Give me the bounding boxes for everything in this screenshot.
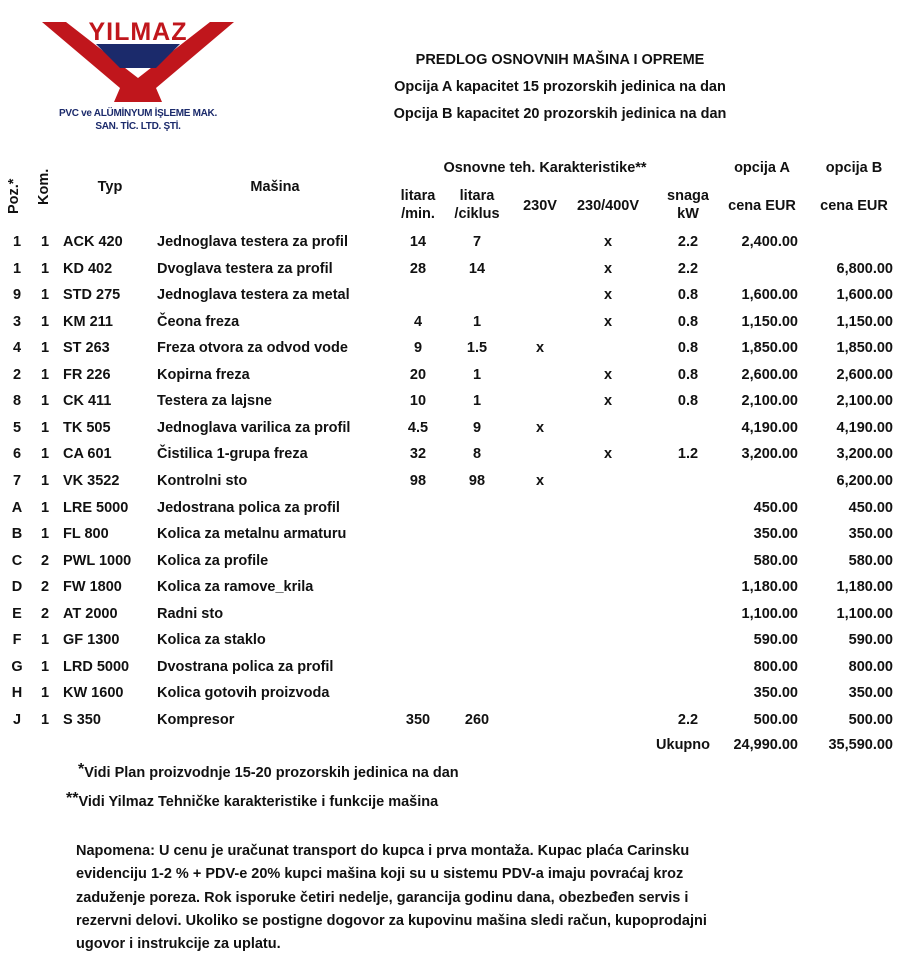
header-cena-a: cena EUR xyxy=(728,198,796,214)
cell-poz: E xyxy=(12,605,22,622)
cell-typ: ACK 420 xyxy=(63,234,123,250)
cell-poz: 6 xyxy=(12,446,22,463)
cell-kom: 2 xyxy=(40,579,50,596)
cell-masina: Dvoglava testera za profil xyxy=(157,260,333,277)
total-row xyxy=(0,733,906,757)
table-row xyxy=(0,230,906,254)
table-row xyxy=(0,681,906,705)
cell-litara-min: 350 xyxy=(405,711,431,728)
cell-litara-min: 98 xyxy=(409,472,427,489)
table-row xyxy=(0,628,906,652)
cell-price-opcija-b: 580.00 xyxy=(848,552,893,569)
header-masina: Mašina xyxy=(250,179,300,195)
cell-poz: 1 xyxy=(12,234,22,250)
company-logo xyxy=(38,10,238,140)
cell-kom: 1 xyxy=(40,260,50,277)
table-row xyxy=(0,496,906,520)
header-litara-min-line1: litara xyxy=(400,188,436,204)
cell-typ: FW 1800 xyxy=(63,579,122,596)
cell-snaga-kw: 2.2 xyxy=(677,260,699,277)
table-row xyxy=(0,708,906,732)
cell-masina: Kopirna freza xyxy=(157,366,250,383)
cell-typ: VK 3522 xyxy=(63,472,120,489)
cell-230-400v: x xyxy=(603,393,613,410)
cell-snaga-kw: 1.2 xyxy=(677,446,699,463)
footnote-2-text: Vidi Yilmaz Tehničke karakteristike i funkcije mašina xyxy=(78,794,439,810)
cell-price-opcija-b: 500.00 xyxy=(848,711,893,728)
header-230v: 230V xyxy=(523,198,557,214)
cell-masina: Kolica gotovih proizvoda xyxy=(157,685,330,702)
table-row xyxy=(0,655,906,679)
cell-poz: 4 xyxy=(12,340,22,357)
cell-typ: GF 1300 xyxy=(63,632,120,649)
cell-kom: 1 xyxy=(40,446,50,463)
cell-price-opcija-b: 6,200.00 xyxy=(836,472,893,489)
cell-masina: Freza otvora za odvod vode xyxy=(157,340,348,357)
cell-kom: 1 xyxy=(40,366,50,383)
cell-price-opcija-a: 350.00 xyxy=(753,685,798,702)
cell-230-400v: x xyxy=(603,313,613,330)
cell-kom: 1 xyxy=(40,526,50,543)
cell-kom: 1 xyxy=(40,234,50,250)
cell-230v: x xyxy=(535,340,545,357)
cell-typ: LRE 5000 xyxy=(63,499,129,516)
cell-kom: 1 xyxy=(40,711,50,728)
cell-kom: 1 xyxy=(40,685,50,702)
cell-kom: 1 xyxy=(40,632,50,649)
cell-price-opcija-a: 580.00 xyxy=(753,552,798,569)
note-paragraph xyxy=(76,840,776,956)
cell-price-opcija-b: 1,150.00 xyxy=(836,313,893,330)
cell-snaga-kw: 2.2 xyxy=(677,234,699,250)
cell-snaga-kw: 0.8 xyxy=(677,287,699,304)
cell-masina: Jednoglava testera za metal xyxy=(157,287,350,304)
cell-230-400v: x xyxy=(603,366,613,383)
cell-poz: 3 xyxy=(12,313,22,330)
cell-poz: 5 xyxy=(12,419,22,436)
header-snaga xyxy=(663,187,713,223)
cell-litara-min: 9 xyxy=(413,340,423,357)
cell-price-opcija-a: 500.00 xyxy=(753,711,798,728)
cell-price-opcija-b: 1,600.00 xyxy=(836,287,893,304)
note-line: Napomena: U cenu je uračunat transport do kupca i prva montaža. Kupac plaća Carinsku xyxy=(76,843,690,859)
cell-poz: B xyxy=(11,526,23,543)
cell-typ: CA 601 xyxy=(63,446,112,463)
cell-snaga-kw: 0.8 xyxy=(677,313,699,330)
cell-masina: Kolica za metalnu armaturu xyxy=(157,526,347,543)
cell-litara-ciklus: 98 xyxy=(468,472,486,489)
cell-typ: PWL 1000 xyxy=(63,552,132,569)
table-row xyxy=(0,416,906,440)
logo-subtitle-line1: PVC ve ALÜMİNYUM İŞLEME MAK. xyxy=(59,108,217,119)
header-poz: Poz.* xyxy=(6,178,22,214)
cell-kom: 1 xyxy=(40,472,50,489)
cell-price-opcija-a: 450.00 xyxy=(753,499,798,516)
header-litara-min-line2: /min. xyxy=(401,206,435,222)
cell-masina: Dvostrana polica za profil xyxy=(157,658,334,675)
header-litara-min xyxy=(393,187,443,223)
cell-snaga-kw: 0.8 xyxy=(677,366,699,383)
cell-poz: 2 xyxy=(12,366,22,383)
header-tech-group-label: Osnovne teh. Karakteristike** xyxy=(443,160,647,176)
cell-poz: A xyxy=(11,499,23,516)
cell-kom: 1 xyxy=(40,287,50,304)
cell-masina: Kontrolni sto xyxy=(157,472,248,489)
logo-subtitle-line2: SAN. TİC. LTD. ŞTİ. xyxy=(95,121,181,132)
cell-price-opcija-a: 800.00 xyxy=(753,658,798,675)
cell-price-opcija-a: 1,180.00 xyxy=(741,579,798,596)
header-snaga-line1: snaga xyxy=(667,188,709,204)
cell-masina: Čistilica 1-grupa freza xyxy=(157,446,308,463)
footnote-1 xyxy=(78,761,459,782)
cell-kom: 1 xyxy=(40,419,50,436)
table-row xyxy=(0,602,906,626)
cell-price-opcija-b: 350.00 xyxy=(848,685,893,702)
logo-v-emblem-icon xyxy=(38,10,238,110)
cell-price-opcija-a: 3,200.00 xyxy=(741,446,798,463)
cell-price-opcija-b: 590.00 xyxy=(848,632,893,649)
table-row xyxy=(0,469,906,493)
cell-litara-ciklus: 1 xyxy=(472,366,482,383)
footnote-1-text: Vidi Plan proizvodnje 15-20 prozorskih jedinica na dan xyxy=(84,765,459,781)
cell-kom: 1 xyxy=(40,340,50,357)
cell-typ: KD 402 xyxy=(63,260,113,277)
cell-snaga-kw: 0.8 xyxy=(677,393,699,410)
table-row xyxy=(0,336,906,360)
note-line: rezervni delovi. Ukoliko se postigne dogovor za kupovinu mašina sledi račun, kupoprodajni xyxy=(76,912,707,929)
table-row xyxy=(0,442,906,466)
cell-price-opcija-a: 4,190.00 xyxy=(741,419,798,436)
header-litara-ciklus-line1: litara xyxy=(459,188,495,204)
cell-masina: Testera za lajsne xyxy=(157,393,272,410)
total-opcija-b: 35,590.00 xyxy=(828,737,893,753)
cell-masina: Jednoglava varilica za profil xyxy=(157,419,351,436)
cell-litara-ciklus: 1 xyxy=(472,393,482,410)
header-litara-ciklus xyxy=(449,187,505,223)
cell-price-opcija-a: 1,600.00 xyxy=(741,287,798,304)
note-line: evidenciju 1-2 % + PDV-e 20% kupci mašina koji su u sistemu PDV-a imaju povraćaj kroz xyxy=(76,866,684,883)
cell-litara-min: 4 xyxy=(413,313,423,330)
cell-typ: AT 2000 xyxy=(63,605,118,622)
table-row xyxy=(0,310,906,334)
footnote-2 xyxy=(66,790,439,811)
option-b-capacity: Opcija B kapacitet 20 prozorskih jedinica na dan xyxy=(393,106,727,122)
cell-typ: S 350 xyxy=(63,711,101,728)
cell-litara-ciklus: 14 xyxy=(468,260,486,277)
cell-price-opcija-a: 590.00 xyxy=(753,632,798,649)
cell-poz: D xyxy=(11,579,23,596)
cell-kom: 1 xyxy=(40,658,50,675)
cell-230v: x xyxy=(535,472,545,489)
cell-litara-ciklus: 8 xyxy=(472,446,482,463)
cell-masina: Kolica za staklo xyxy=(157,632,266,649)
table-row xyxy=(0,389,906,413)
cell-poz: 9 xyxy=(12,287,22,304)
cell-snaga-kw: 0.8 xyxy=(677,340,699,357)
cell-price-opcija-b: 4,190.00 xyxy=(836,419,893,436)
header-opcija-b: opcija B xyxy=(825,160,883,176)
cell-litara-min: 32 xyxy=(409,446,427,463)
cell-litara-ciklus: 1.5 xyxy=(466,340,488,357)
cell-price-opcija-b: 1,100.00 xyxy=(836,605,893,622)
total-opcija-a: 24,990.00 xyxy=(733,737,798,753)
cell-litara-min: 28 xyxy=(409,260,427,277)
cell-kom: 2 xyxy=(40,605,50,622)
cell-litara-min: 20 xyxy=(409,366,427,383)
note-line: ugovor i instrukcije za uplatu. xyxy=(76,936,281,953)
total-label: Ukupno xyxy=(656,737,710,753)
cell-price-opcija-b: 3,200.00 xyxy=(836,446,893,463)
header-kom: Kom. xyxy=(36,168,52,205)
header-opcija-a: opcija A xyxy=(734,160,790,176)
cell-poz: G xyxy=(11,658,23,675)
cell-price-opcija-b: 450.00 xyxy=(848,499,893,516)
cell-masina: Jedostrana polica za profil xyxy=(157,499,340,516)
cell-litara-ciklus: 9 xyxy=(472,419,482,436)
header-tech-group xyxy=(410,159,680,177)
cell-price-opcija-a: 2,400.00 xyxy=(741,234,798,250)
table-row xyxy=(0,575,906,599)
cell-poz: H xyxy=(11,685,23,702)
cell-poz: J xyxy=(12,711,22,728)
cell-masina: Kolica za profile xyxy=(157,552,269,569)
cell-masina: Kolica za ramove_krila xyxy=(157,579,314,596)
cell-price-opcija-a: 1,850.00 xyxy=(741,340,798,357)
note-line: zaduženje poreza. Rok isporuke četiri nedelje, garancija godinu dana, obezbeđen servis i xyxy=(76,889,689,906)
cell-price-opcija-b: 2,600.00 xyxy=(836,366,893,383)
cell-price-opcija-a: 1,150.00 xyxy=(741,313,798,330)
cell-typ: LRD 5000 xyxy=(63,658,130,675)
table-row xyxy=(0,257,906,281)
cell-masina: Jednoglava testera za profil xyxy=(157,234,348,250)
cell-litara-ciklus: 260 xyxy=(464,711,490,728)
cell-typ: KM 211 xyxy=(63,313,113,330)
cell-poz: 7 xyxy=(12,472,22,489)
table-row xyxy=(0,363,906,387)
cell-price-opcija-b: 2,100.00 xyxy=(836,393,893,410)
cell-price-opcija-a: 2,600.00 xyxy=(741,366,798,383)
header-snaga-line2: kW xyxy=(677,206,699,222)
header-230-400v: 230/400V xyxy=(576,198,640,214)
cell-typ: ST 263 xyxy=(63,340,110,357)
cell-poz: C xyxy=(11,552,23,569)
footnote-2-marker: ** xyxy=(66,790,79,807)
cell-litara-min: 4.5 xyxy=(407,419,429,436)
cell-kom: 2 xyxy=(40,552,50,569)
header-litara-ciklus-line2: /ciklus xyxy=(454,206,500,222)
cell-price-opcija-b: 800.00 xyxy=(848,658,893,675)
cell-230-400v: x xyxy=(603,234,613,250)
cell-price-opcija-b: 350.00 xyxy=(848,526,893,543)
cell-typ: CK 411 xyxy=(63,393,112,410)
cell-price-opcija-b: 6,800.00 xyxy=(836,260,893,277)
cell-kom: 1 xyxy=(40,313,50,330)
cell-typ: KW 1600 xyxy=(63,685,124,702)
header-typ: Typ xyxy=(97,179,123,195)
table-row xyxy=(0,549,906,573)
cell-masina: Radni sto xyxy=(157,605,224,622)
cell-230v: x xyxy=(535,419,545,436)
cell-poz: F xyxy=(12,632,22,649)
cell-230-400v: x xyxy=(603,260,613,277)
cell-price-opcija-a: 1,100.00 xyxy=(741,605,798,622)
cell-litara-ciklus: 7 xyxy=(472,234,482,250)
cell-price-opcija-a: 350.00 xyxy=(753,526,798,543)
cell-litara-min: 10 xyxy=(409,393,427,410)
cell-masina: Čeona freza xyxy=(157,313,240,330)
cell-kom: 1 xyxy=(40,393,50,410)
cell-typ: FR 226 xyxy=(63,366,111,383)
document-title: PREDLOG OSNOVNIH MAŠINA I OPREME xyxy=(415,52,705,68)
cell-litara-ciklus: 1 xyxy=(472,313,482,330)
cell-price-opcija-b: 1,180.00 xyxy=(836,579,893,596)
logo-brand-text: YILMAZ xyxy=(88,18,188,46)
cell-snaga-kw: 2.2 xyxy=(677,711,699,728)
cell-litara-min: 14 xyxy=(409,234,427,250)
cell-price-opcija-b: 1,850.00 xyxy=(836,340,893,357)
header-cena-b: cena EUR xyxy=(820,198,888,214)
table-row xyxy=(0,283,906,307)
cell-230-400v: x xyxy=(603,446,613,463)
cell-price-opcija-a: 2,100.00 xyxy=(741,393,798,410)
cell-poz: 1 xyxy=(12,260,22,277)
cell-kom: 1 xyxy=(40,499,50,516)
cell-typ: FL 800 xyxy=(63,526,109,543)
table-row xyxy=(0,522,906,546)
cell-masina: Kompresor xyxy=(157,711,235,728)
option-a-capacity: Opcija A kapacitet 15 prozorskih jedinica na dan xyxy=(394,79,726,95)
footnote-1-marker: * xyxy=(78,761,85,778)
cell-typ: STD 275 xyxy=(63,287,121,304)
cell-typ: TK 505 xyxy=(63,419,111,436)
cell-230-400v: x xyxy=(603,287,613,304)
cell-poz: 8 xyxy=(12,393,22,410)
